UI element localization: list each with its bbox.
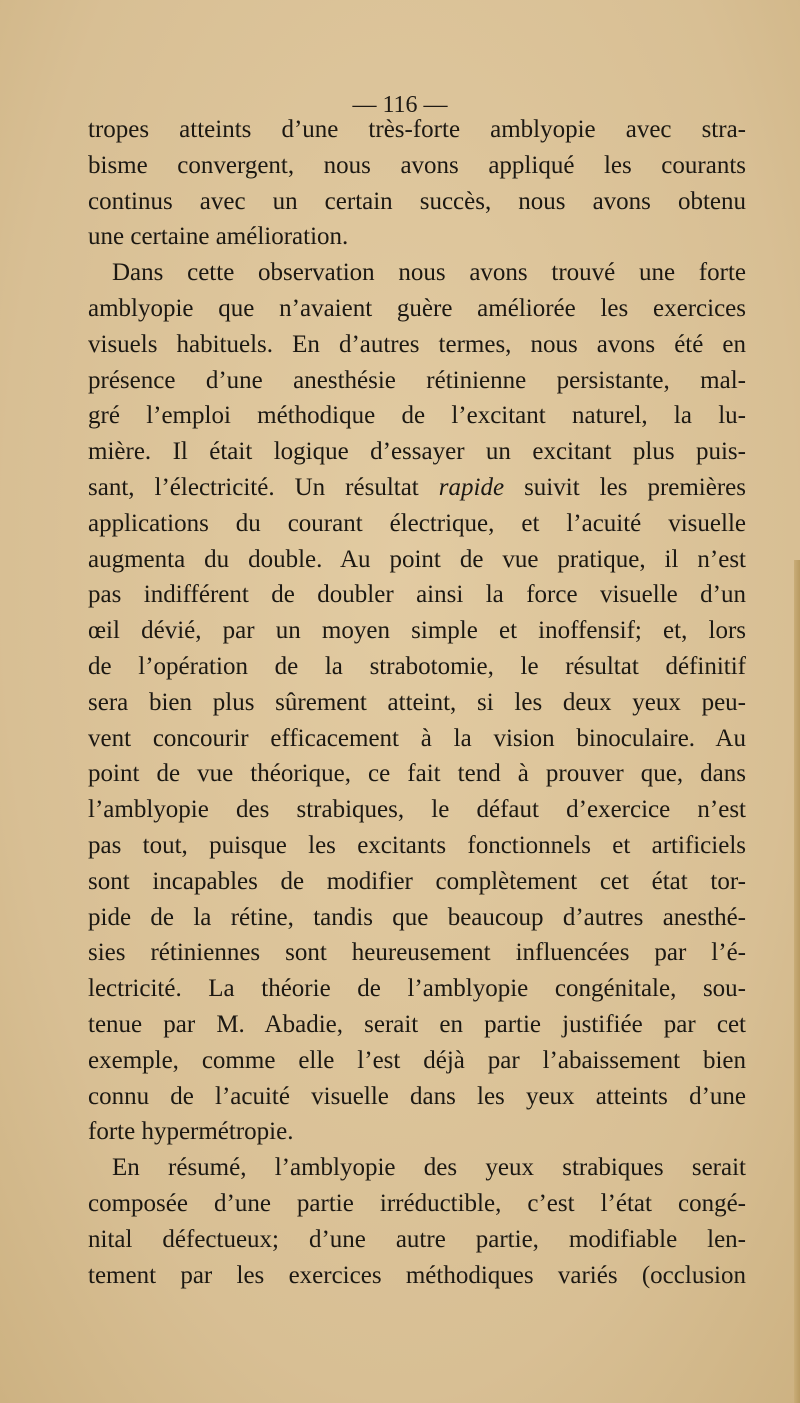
text-line: augmenta du double. Au point de vue pratique, il n’est xyxy=(88,545,746,573)
text-line: Dans cette observation nous avons trouvé une forte xyxy=(112,259,746,287)
text-line: sies rétiniennes sont heureusement influencées par l’é- xyxy=(88,939,746,967)
text-line: exemple, comme elle l’est déjà par l’abaissement bien xyxy=(88,1046,746,1074)
text-line: une certaine amélioration. xyxy=(88,223,349,251)
text-line: pide de la rétine, tandis que beaucoup d’autres anesthé- xyxy=(88,903,746,931)
text-line: applications du courant électrique, et l’acuité visuelle xyxy=(88,509,746,537)
text-line: continus avec un certain succès, nous avons obtenu xyxy=(88,187,746,215)
text-line: gré l’emploi méthodique de l’excitant naturel, la lu- xyxy=(88,402,746,430)
text-line: bisme convergent, nous avons appliqué les courants xyxy=(88,151,746,179)
text-line: de l’opération de la strabotomie, le résultat définitif xyxy=(88,652,746,680)
text-line: sont incapables de modifier complètement cet état tor- xyxy=(88,867,746,895)
text-segment: sant, l’électricité. Un résultat xyxy=(88,473,439,501)
text-line: connu de l’acuité visuelle dans les yeux atteints d’une xyxy=(88,1082,746,1110)
text-line: nital défectueux; d’une autre partie, modifiable len- xyxy=(88,1225,746,1253)
text-line: tement par les exercices méthodiques variés (occlusion xyxy=(88,1261,746,1289)
text-line: l’amblyopie des strabiques, le défaut d’exercice n’est xyxy=(88,796,746,824)
page-number: — 116 — xyxy=(352,92,448,118)
page-edge xyxy=(794,560,800,1403)
text-line: mière. Il était logique d’essayer un excitant plus puis- xyxy=(88,438,746,466)
italic-word: rapide xyxy=(438,473,505,501)
text-segment: suivit les premières xyxy=(504,473,746,501)
text-line: pas indifférent de doubler ainsi la force visuelle d’un xyxy=(88,581,746,609)
text-line: tenue par M. Abadie, serait en partie justifiée par cet xyxy=(88,1010,746,1038)
text-line: amblyopie que n’avaient guère améliorée les exercices xyxy=(88,294,746,322)
text-line: composée d’une partie irréductible, c’est l’état congé- xyxy=(88,1189,746,1217)
text-line: tropes atteints d’une très-forte amblyopie avec stra- xyxy=(88,116,746,143)
text-line: forte hypermétropie. xyxy=(88,1118,294,1146)
text-line xyxy=(88,470,746,506)
text-line: présence d’une anesthésie rétinienne persistante, mal- xyxy=(88,366,746,394)
text-line: En résumé, l’amblyopie des yeux strabiques serait xyxy=(112,1154,746,1182)
text-line: lectricité. La théorie de l’amblyopie congénitale, sou- xyxy=(88,975,746,1003)
text-line: pas tout, puisque les excitants fonctionnels et artificiels xyxy=(88,831,746,859)
text-line: point de vue théorique, ce fait tend à prouver que, dans xyxy=(88,760,746,788)
body-text xyxy=(88,112,746,1293)
text-line: œil dévié, par un moyen simple et inoffensif; et, lors xyxy=(88,617,746,645)
text-line: vent concourir efficacement à la vision binoculaire. Au xyxy=(88,724,746,752)
text-line: sera bien plus sûrement atteint, si les deux yeux peu- xyxy=(88,688,746,716)
text-line: visuels habituels. En d’autres termes, nous avons été en xyxy=(88,330,746,358)
